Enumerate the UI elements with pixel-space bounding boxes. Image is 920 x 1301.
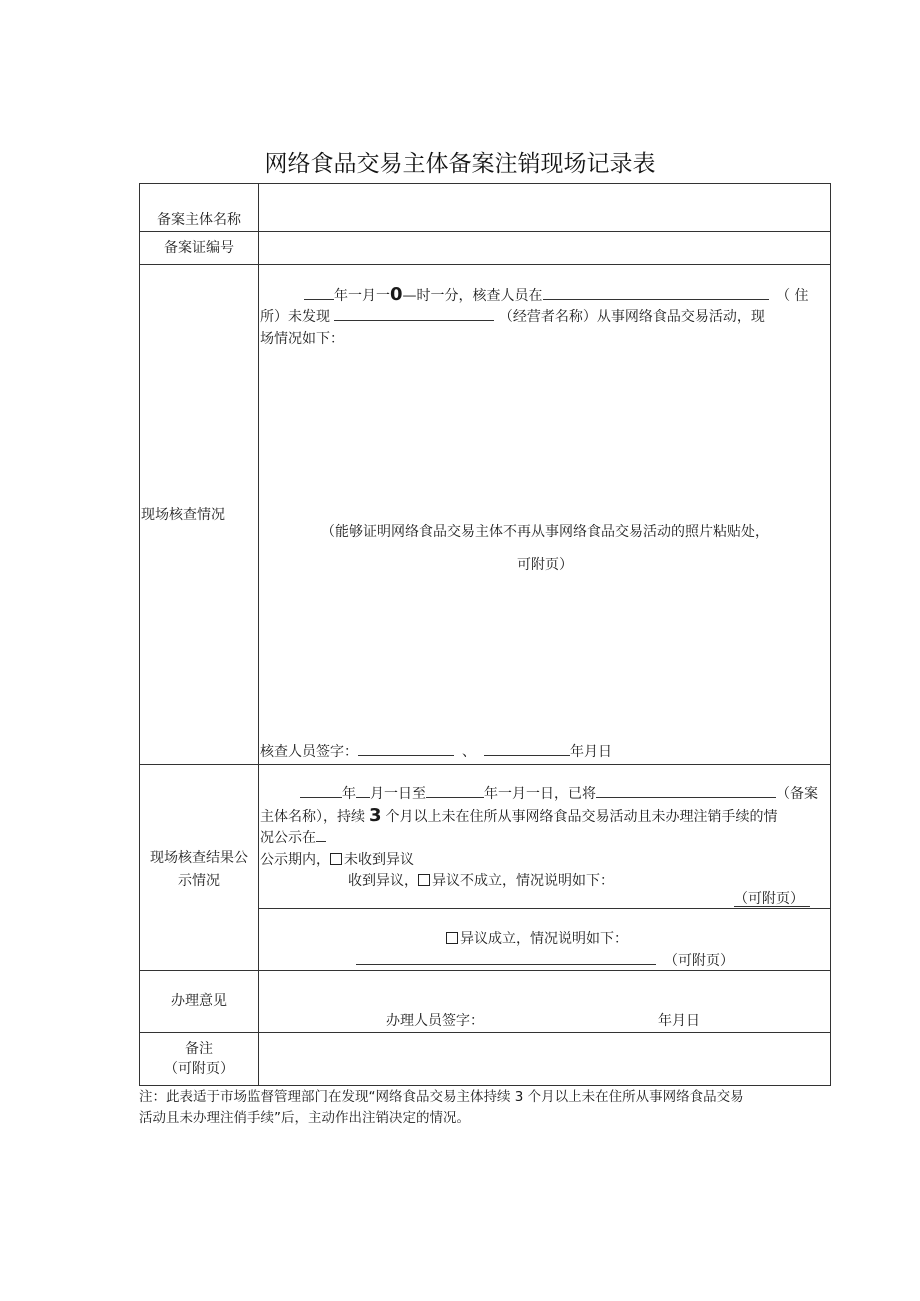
objection-accepted-checkbox[interactable] (446, 932, 458, 944)
footnote-line-1: 注：此表适于市场监督管理部门在发现“网络食品交易主体持续 3 个月以上未在住所从事网络食品交易 (139, 1089, 744, 1105)
remarks-field[interactable] (259, 1033, 831, 1085)
handler-signature-label: 办理人员签字： (386, 1013, 484, 1029)
publicity-line-7: 异议成立，情况说明如下： (446, 928, 628, 950)
inspector-signature-line: 核查人员签字： 、 年月日 (260, 741, 612, 763)
footnote (139, 1087, 839, 1129)
inspection-line-1: 年一月一0—时一分，核查人员在 （ 住 (304, 284, 809, 307)
photo-paste-area[interactable] (259, 350, 831, 740)
publicity-place-blank[interactable] (316, 827, 326, 842)
publicity-line-6 (734, 888, 810, 910)
handler-signature-field[interactable] (490, 1010, 650, 1030)
publicity-line-8: （可附页） (356, 950, 734, 972)
year-blank[interactable] (304, 285, 334, 300)
photo-hint-line-1: （能够证明网络食品交易主体不再从事网络食品交易活动的照片粘贴处， (321, 524, 769, 540)
publicity-line-5: 收到异议， 异议不成立，情况说明如下： (348, 873, 614, 889)
opinion-label: 办理意见 (171, 993, 227, 1009)
location-blank[interactable] (543, 285, 769, 300)
operator-name-blank[interactable] (334, 306, 494, 321)
objection-description-blank[interactable] (356, 950, 656, 965)
record-form-table (139, 183, 831, 1086)
cert-number-field[interactable] (259, 232, 831, 264)
start-year-blank[interactable] (300, 783, 342, 798)
attach-page-1: （可附页） (734, 888, 810, 907)
form-title: 网络食品交易主体备案注销现场记录表 (264, 151, 656, 177)
row-divider (140, 764, 830, 765)
no-objection-checkbox[interactable] (330, 853, 342, 865)
publicity-line-4: 公示期内， 未收到异议 (260, 852, 414, 868)
remarks-label-line-1: 备注 (185, 1041, 213, 1057)
end-year-blank[interactable] (426, 783, 484, 798)
inspection-line-3: 场情况如下： (260, 331, 344, 347)
subject-name-label: 备案主体名称 (157, 212, 241, 228)
row-divider (140, 264, 830, 265)
inspection-label: 现场核查情况 (141, 507, 225, 523)
cert-number-label: 备案证编号 (164, 240, 234, 256)
inspection-line-2: 所）未发现 （经营者名称）从事网络食品交易活动，现 (260, 306, 765, 328)
publicity-label-line-2: 示情况 (178, 873, 220, 889)
inspector-signature-1[interactable] (358, 741, 454, 756)
footnote-line-2: 活动且未办理注俏手续”后，主动作出注销决定的情况。 (139, 1110, 470, 1126)
publicity-label-line-1: 现场核查结果公 (150, 850, 248, 866)
start-month-blank[interactable] (356, 783, 370, 798)
publicity-line-3: 况公示在 (260, 827, 326, 849)
subject-name-blank[interactable] (596, 783, 776, 798)
subject-name-field[interactable] (259, 184, 831, 231)
objection-rejected-checkbox[interactable] (418, 874, 430, 886)
handler-date-label: 年月日 (658, 1013, 700, 1029)
publicity-line-2: 主体名称），持续 3 个月以上未在住所从事网络食品交易活动且未办理注销手续的情 (260, 805, 778, 826)
publicity-line-1: 年 月一日至 年一月一日，已将 （备案 (300, 783, 818, 805)
remarks-label-line-2: （可附页） (164, 1061, 234, 1077)
photo-hint-line-2: 可附页） (517, 557, 573, 573)
inspector-signature-2[interactable] (484, 741, 570, 756)
